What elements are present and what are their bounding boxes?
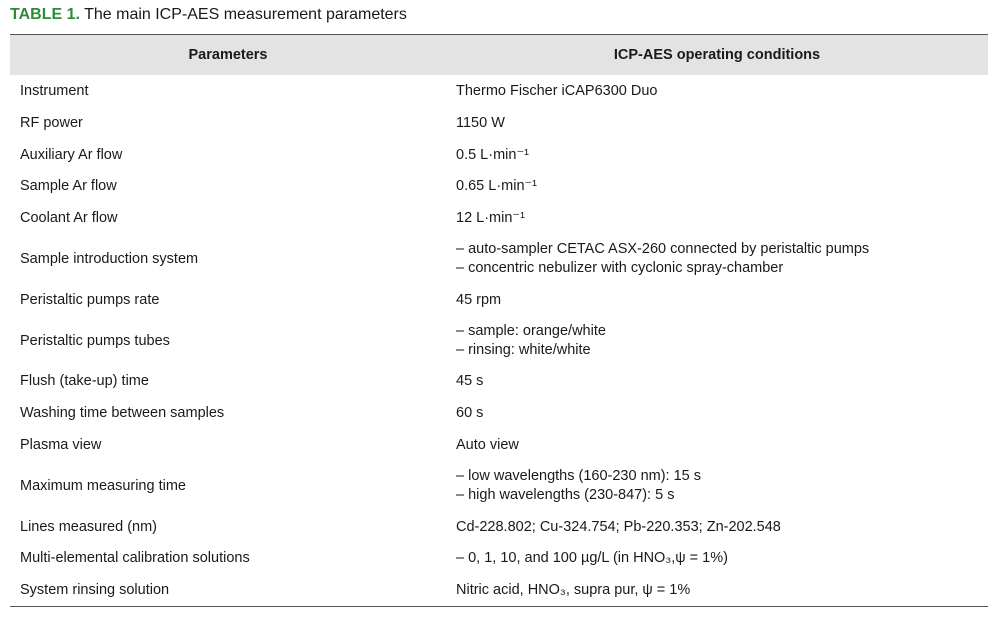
- condition-line: – high wavelengths (230-847): 5 s: [456, 487, 675, 504]
- condition-cell: [446, 284, 988, 316]
- table-row: [10, 203, 988, 235]
- table-row: [10, 461, 988, 511]
- table-row: [10, 316, 988, 366]
- table-row: [10, 234, 988, 284]
- condition-cell: [446, 398, 988, 430]
- condition-cell: [446, 430, 988, 462]
- header-operating-conditions: ICP-AES operating conditions: [446, 35, 988, 76]
- parameter-cell: RF power: [20, 115, 83, 132]
- parameter-cell: Instrument: [20, 83, 89, 100]
- parameter-cell: Plasma view: [20, 436, 102, 453]
- condition-cell: [446, 543, 988, 575]
- parameter-cell: Maximum measuring time: [20, 477, 186, 494]
- condition-line: 0.65 L·min⁻¹: [456, 178, 537, 195]
- condition-line: – 0, 1, 10, and 100 µg/L (in HNO₃,ψ = 1%): [456, 550, 728, 567]
- table-row: [10, 76, 988, 108]
- condition-line: 60 s: [456, 405, 484, 422]
- condition-cell: [446, 366, 988, 398]
- condition-line: 12 L·min⁻¹: [456, 210, 525, 227]
- parameter-cell: System rinsing solution: [10, 575, 446, 607]
- condition-line: – sample: orange/white: [456, 323, 606, 340]
- condition-line: 1150 W: [456, 115, 505, 132]
- condition-cell: [446, 139, 988, 171]
- parameter-cell: Flush (take-up) time: [20, 373, 149, 390]
- condition-line: – auto-sampler CETAC ASX-260 connected by peristaltic pumps: [456, 241, 870, 258]
- condition-line: – rinsing: white/white: [456, 342, 591, 359]
- table-row: [10, 575, 988, 607]
- condition-line: – low wavelengths (160-230 nm): 15 s: [456, 468, 702, 485]
- parameter-cell: Peristaltic pumps rate: [20, 291, 160, 308]
- parameter-cell: Lines measured (nm): [20, 518, 157, 535]
- condition-cell: [446, 76, 988, 108]
- table-row: [10, 366, 988, 398]
- parameter-cell: Washing time between samples: [20, 405, 225, 422]
- condition-line: 45 rpm: [456, 291, 502, 308]
- condition-cell: [446, 575, 988, 607]
- parameter-cell: Sample introduction system: [20, 250, 199, 267]
- condition-cell: [446, 234, 988, 284]
- condition-line: Cd-228.802; Cu-324.754; Pb-220.353; Zn-202.548: [456, 518, 781, 535]
- condition-line: Thermo Fischer iCAP6300 Duo: [456, 83, 658, 100]
- condition-cell: [446, 171, 988, 203]
- parameter-cell: Multi-elemental calibration solutions: [20, 550, 250, 567]
- table-body: [10, 76, 988, 607]
- parameter-cell: Peristaltic pumps tubes: [20, 332, 170, 349]
- table-row: [10, 171, 988, 203]
- table-row: [10, 543, 988, 575]
- table-header-row: [10, 35, 988, 76]
- condition-line: Nitric acid, HNO₃, supra pur, ψ = 1%: [456, 581, 691, 598]
- condition-line: – concentric nebulizer with cyclonic spray-chamber: [456, 260, 784, 277]
- table-row: [10, 511, 988, 543]
- header-parameters: Parameters: [10, 35, 446, 76]
- condition-cell: [446, 108, 988, 140]
- table-caption-label: TABLE 1.: [10, 6, 80, 23]
- condition-cell: [446, 461, 988, 511]
- parameter-cell: Sample Ar flow: [20, 178, 117, 195]
- condition-line: 45 s: [456, 373, 484, 390]
- condition-line: 0.5 L·min⁻¹: [456, 146, 529, 163]
- table-row: [10, 139, 988, 171]
- table-caption-text: The main ICP-AES measurement parameters: [84, 6, 407, 23]
- table-row: [10, 284, 988, 316]
- table-row: [10, 430, 988, 462]
- condition-cell: [446, 316, 988, 366]
- table-row: [10, 108, 988, 140]
- condition-cell: [446, 203, 988, 235]
- table-caption: [10, 5, 407, 25]
- parameter-cell: Coolant Ar flow: [20, 210, 118, 227]
- condition-line: Auto view: [456, 436, 519, 453]
- parameters-table: [10, 34, 988, 607]
- condition-cell: [446, 511, 988, 543]
- table-row: [10, 398, 988, 430]
- parameter-cell: Auxiliary Ar flow: [20, 146, 123, 163]
